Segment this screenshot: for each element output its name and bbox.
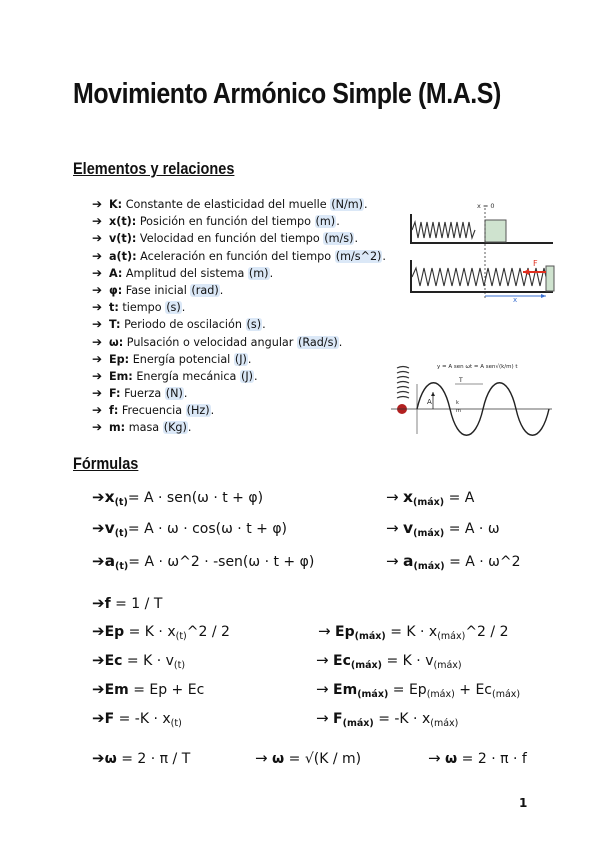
formula-force-max: → $F_{(máx)} = -K \cdot x_{(máx)}$ [316, 709, 459, 729]
formula-a-max: → $a_{(máx)} = A$ · ω^2 [386, 552, 521, 572]
list-item: ➔ A: Amplitud del sistema (m). [92, 265, 386, 282]
formula-x-max: → $x_{(máx)} = A$ [386, 488, 475, 508]
list-item: ➔ Ep: Energía potencial (J). [92, 351, 386, 368]
formula-ec: ➔Ec = $K \cdot v_{(t)}$ [92, 651, 186, 671]
arrow-icon: → [318, 622, 331, 640]
formula-v-max: → $v_{(máx)} = A \cdot \omega$ [386, 519, 500, 539]
arrow-icon: ➔ [92, 552, 105, 570]
arrow-icon: ➔ [92, 248, 103, 263]
list-item: ➔ a(t): Aceleración en función del tiempo (m/s^2). [92, 248, 386, 265]
arrow-icon: → [316, 709, 329, 727]
arrow-icon: ➔ [92, 351, 103, 366]
list-item: ➔ T: Periodo de oscilación (s). [92, 316, 386, 333]
list-item: ➔ ω: Pulsación o velocidad angular (Rad/s). [92, 334, 386, 351]
m-label: m [456, 408, 461, 414]
arrow-icon: ➔ [92, 519, 105, 537]
arrow-icon: ➔ [92, 197, 103, 211]
arrow-icon: ➔ [92, 282, 103, 297]
spring-figure [410, 200, 555, 302]
arrow-icon: → [386, 519, 399, 537]
formula-em: ➔Em = Ep + Ec [92, 680, 205, 698]
arrow-icon: → [316, 651, 329, 669]
arrow-icon: → [386, 488, 399, 506]
arrow-icon: ➔ [92, 265, 103, 280]
arrow-icon: ➔ [92, 680, 105, 698]
list-item: ➔ v(t): Velocidad en función del tiempo (m/s). [92, 230, 386, 247]
arrow-icon: ➔ [92, 488, 105, 506]
list-item: ➔ φ: Fase inicial (rad). [92, 282, 386, 299]
list-item: ➔ x(t): Posición en función del tiempo (m). [92, 213, 386, 230]
arrow-icon: ➔ [92, 334, 103, 349]
page-title: Movimiento Armónico Simple (M.A.S) [73, 78, 501, 110]
force-label: F [533, 259, 538, 268]
section-heading-formulas: Fórmulas [73, 455, 139, 473]
arrow-icon: ➔ [92, 651, 105, 669]
arrow-icon: ➔ [92, 420, 103, 435]
formula-force: ➔F = $-K \cdot x_{(t)}$ [92, 709, 182, 729]
wave-equation: y = A sen ωt = A sen√(k/m) t [437, 364, 518, 370]
arrow-icon: ➔ [92, 317, 103, 332]
formula-ep-max: → $Ep_{(máx)} = K$ · $x_{(máx)}\^{}2 / 2$ [318, 622, 509, 642]
amplitude-label: A [427, 398, 432, 406]
arrow-icon: ➔ [92, 403, 103, 418]
elements-list [92, 196, 386, 437]
formula-a-t: $➔a_{(t)}= A$ · ω^2 · -sen(ω · t + φ) [92, 552, 315, 572]
arrow-icon: ➔ [92, 709, 105, 727]
formula-frequency: ➔f = 1 / T [92, 594, 163, 612]
arrow-icon: ➔ [92, 622, 105, 640]
formula-v-t: $➔v_{(t)}= A \cdot \omega \cdot \cos(\omega \cdot t + \varphi)$ [92, 519, 288, 539]
formula-omega-frequency: → ω = 2 · π · f [428, 749, 527, 767]
formula-omega-period: ➔ω = 2 · π / T [92, 749, 191, 767]
formula-ec-max: → $Ec_{(máx)} = K \cdot v_{(máx)}$ [316, 651, 462, 671]
arrow-icon: → [316, 680, 329, 698]
list-item: ➔ K: Constante de elasticidad del muelle (N/m). [92, 196, 386, 213]
arrow-icon: ➔ [92, 214, 103, 229]
arrow-icon: ➔ [92, 231, 103, 246]
list-item: ➔ Em: Energía mecánica (J). [92, 368, 386, 385]
x0-label: x = 0 [477, 202, 495, 210]
formula-x-t: $➔x_{(t)}= A \cdot sen(\omega \cdot t + \varphi)$ [92, 488, 264, 508]
arrow-icon: ➔ [92, 594, 105, 612]
list-item: ➔ F: Fuerza (N). [92, 385, 386, 402]
arrow-icon: → [428, 749, 441, 767]
formula-ep: ➔Ep = $K \cdot x_{(t)}\^{}2 / 2$ [92, 622, 230, 642]
displacement-label: x [513, 296, 518, 302]
section-heading-elements: Elementos y relaciones [73, 160, 235, 178]
page-number: 1 [519, 796, 528, 810]
arrow-icon: → [386, 552, 399, 570]
arrow-icon: ➔ [92, 368, 103, 383]
arrow-icon: ➔ [92, 386, 103, 401]
formula-em-max: → $Em_{(máx)} = Ep_{(máx)} + Ec_{(máx)}$ [316, 680, 521, 700]
list-item: ➔ f: Frecuencia (Hz). [92, 402, 386, 419]
list-item: ➔ m: masa (Kg). [92, 419, 386, 436]
wave-figure [387, 356, 555, 436]
period-label: T [459, 377, 463, 384]
arrow-icon: → [255, 749, 268, 767]
list-item: ➔ t: tiempo (s). [92, 299, 386, 316]
k-label: k [456, 400, 459, 406]
formula-omega-spring: → ω = √(K / m) [255, 749, 362, 767]
arrow-icon: ➔ [92, 749, 105, 767]
arrow-icon: ➔ [92, 300, 103, 315]
